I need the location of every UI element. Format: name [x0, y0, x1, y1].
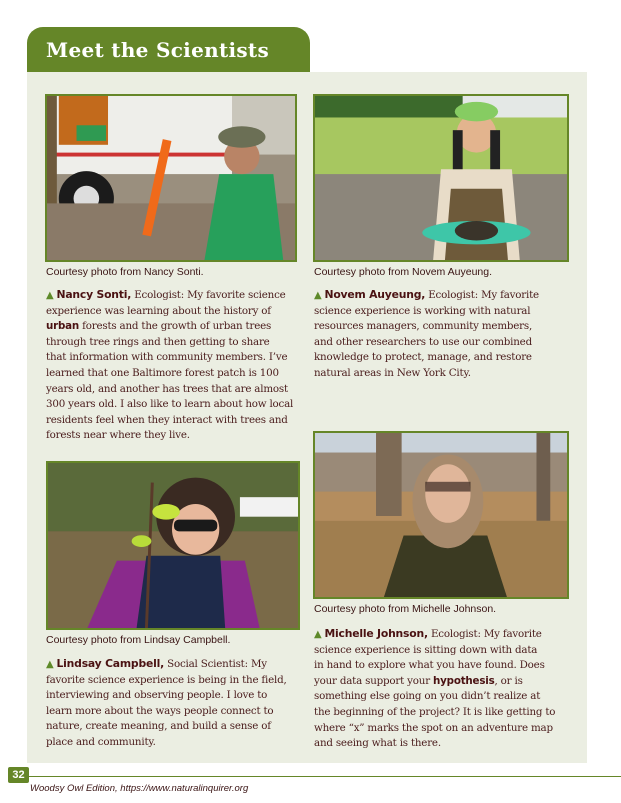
- photo-michelle-johnson: [313, 431, 569, 599]
- photo-caption: Courtesy photo from Lindsay Campbell.: [46, 634, 231, 646]
- bio-text: interviewing and observing people. I love to: [46, 689, 268, 702]
- photo-lindsay-campbell: [46, 461, 300, 630]
- scientist-name: Novem Auyeung,: [324, 288, 426, 301]
- triangle-bullet-icon: ▲: [314, 290, 322, 301]
- bio-text: learned that one Baltimore forest patch is 100: [46, 366, 279, 379]
- scientist-role: Ecologist:: [428, 289, 478, 301]
- triangle-bullet-icon: ▲: [46, 659, 54, 670]
- page-number-badge: 32: [8, 767, 29, 783]
- bio-text: science experience is working with natural: [314, 304, 531, 317]
- glossary-keyword: urban: [46, 320, 80, 333]
- bio-text: learn more about the ways people connect to: [46, 704, 274, 717]
- footer-text: Woodsy Owl Edition, https://www.naturalinquirer.org: [30, 783, 249, 794]
- bio-text: the beginning of the project? It is like getting to: [314, 705, 556, 718]
- bio-nancy-sonti: [46, 287, 308, 444]
- photo-caption: Courtesy photo from Novem Auyeung.: [314, 266, 493, 278]
- scientist-name: Lindsay Campbell,: [56, 657, 165, 670]
- bio-text: My favorite: [481, 289, 539, 301]
- photo-novem-auyeung: [313, 94, 569, 262]
- photo-nancy-sonti: [45, 94, 297, 262]
- bio-text: 300 years old. I also like to learn about how local: [46, 398, 294, 411]
- bio-text: knowledge to protect, manage, and restore: [314, 351, 532, 364]
- bio-text: forests near where they live.: [46, 429, 190, 442]
- bio-text: that information with community members. I’ve: [46, 351, 288, 364]
- bio-michelle-johnson: [314, 626, 576, 752]
- bio-text: your data support your: [314, 674, 430, 687]
- bio-text: where “x” marks the spot on an adventure map: [314, 721, 553, 734]
- bio-text: My: [250, 658, 267, 670]
- triangle-bullet-icon: ▲: [314, 629, 322, 640]
- triangle-bullet-icon: ▲: [46, 290, 54, 301]
- bio-text: My favorite science: [187, 289, 286, 301]
- scientist-role: Ecologist:: [430, 628, 481, 640]
- bio-text: science experience is sitting down with data: [314, 643, 538, 656]
- bio-text: place and community.: [46, 735, 156, 748]
- bio-text: natural areas in New York City.: [314, 366, 471, 379]
- bio-text: through tree rings and then getting to share: [46, 335, 270, 348]
- bio-novem-auyeung: [314, 287, 576, 382]
- title-tab: [27, 27, 310, 73]
- page-title: Meet the Scientists: [46, 38, 270, 62]
- bio-text: and other researchers to use our combined: [314, 335, 532, 348]
- bio-lindsay-campbell: [46, 656, 308, 751]
- bio-text: favorite science experience is being in the field,: [46, 673, 287, 686]
- photo-caption: Courtesy photo from Michelle Johnson.: [314, 603, 497, 615]
- bio-text: experience was learning about the history of: [46, 304, 271, 317]
- bio-text: residents feel when they interact with trees and: [46, 413, 288, 426]
- bio-text: nature, create meaning, and build a sense of: [46, 720, 271, 733]
- scientist-name: Nancy Sonti,: [56, 288, 132, 301]
- bio-text: My favorite: [483, 628, 542, 640]
- scientist-name: Michelle Johnson,: [324, 627, 428, 640]
- photo-caption: Courtesy photo from Nancy Sonti.: [46, 266, 204, 278]
- bio-text: , or is: [494, 674, 523, 687]
- bio-text: forests and the growth of urban trees: [82, 320, 272, 333]
- bio-text: something else going on you didn’t realize at: [314, 690, 541, 703]
- bio-text: in hand to explore what you have found. Does: [314, 659, 545, 672]
- glossary-keyword: hypothesis: [433, 674, 495, 687]
- bio-text: and seeing what is there.: [314, 737, 441, 750]
- scientist-role: Ecologist:: [134, 289, 184, 301]
- bio-text: years old, and another has trees that are almost: [46, 382, 288, 395]
- bio-text: resources managers, community members,: [314, 320, 533, 333]
- footer-divider: [29, 776, 621, 777]
- scientist-role: Social Scientist:: [167, 658, 248, 670]
